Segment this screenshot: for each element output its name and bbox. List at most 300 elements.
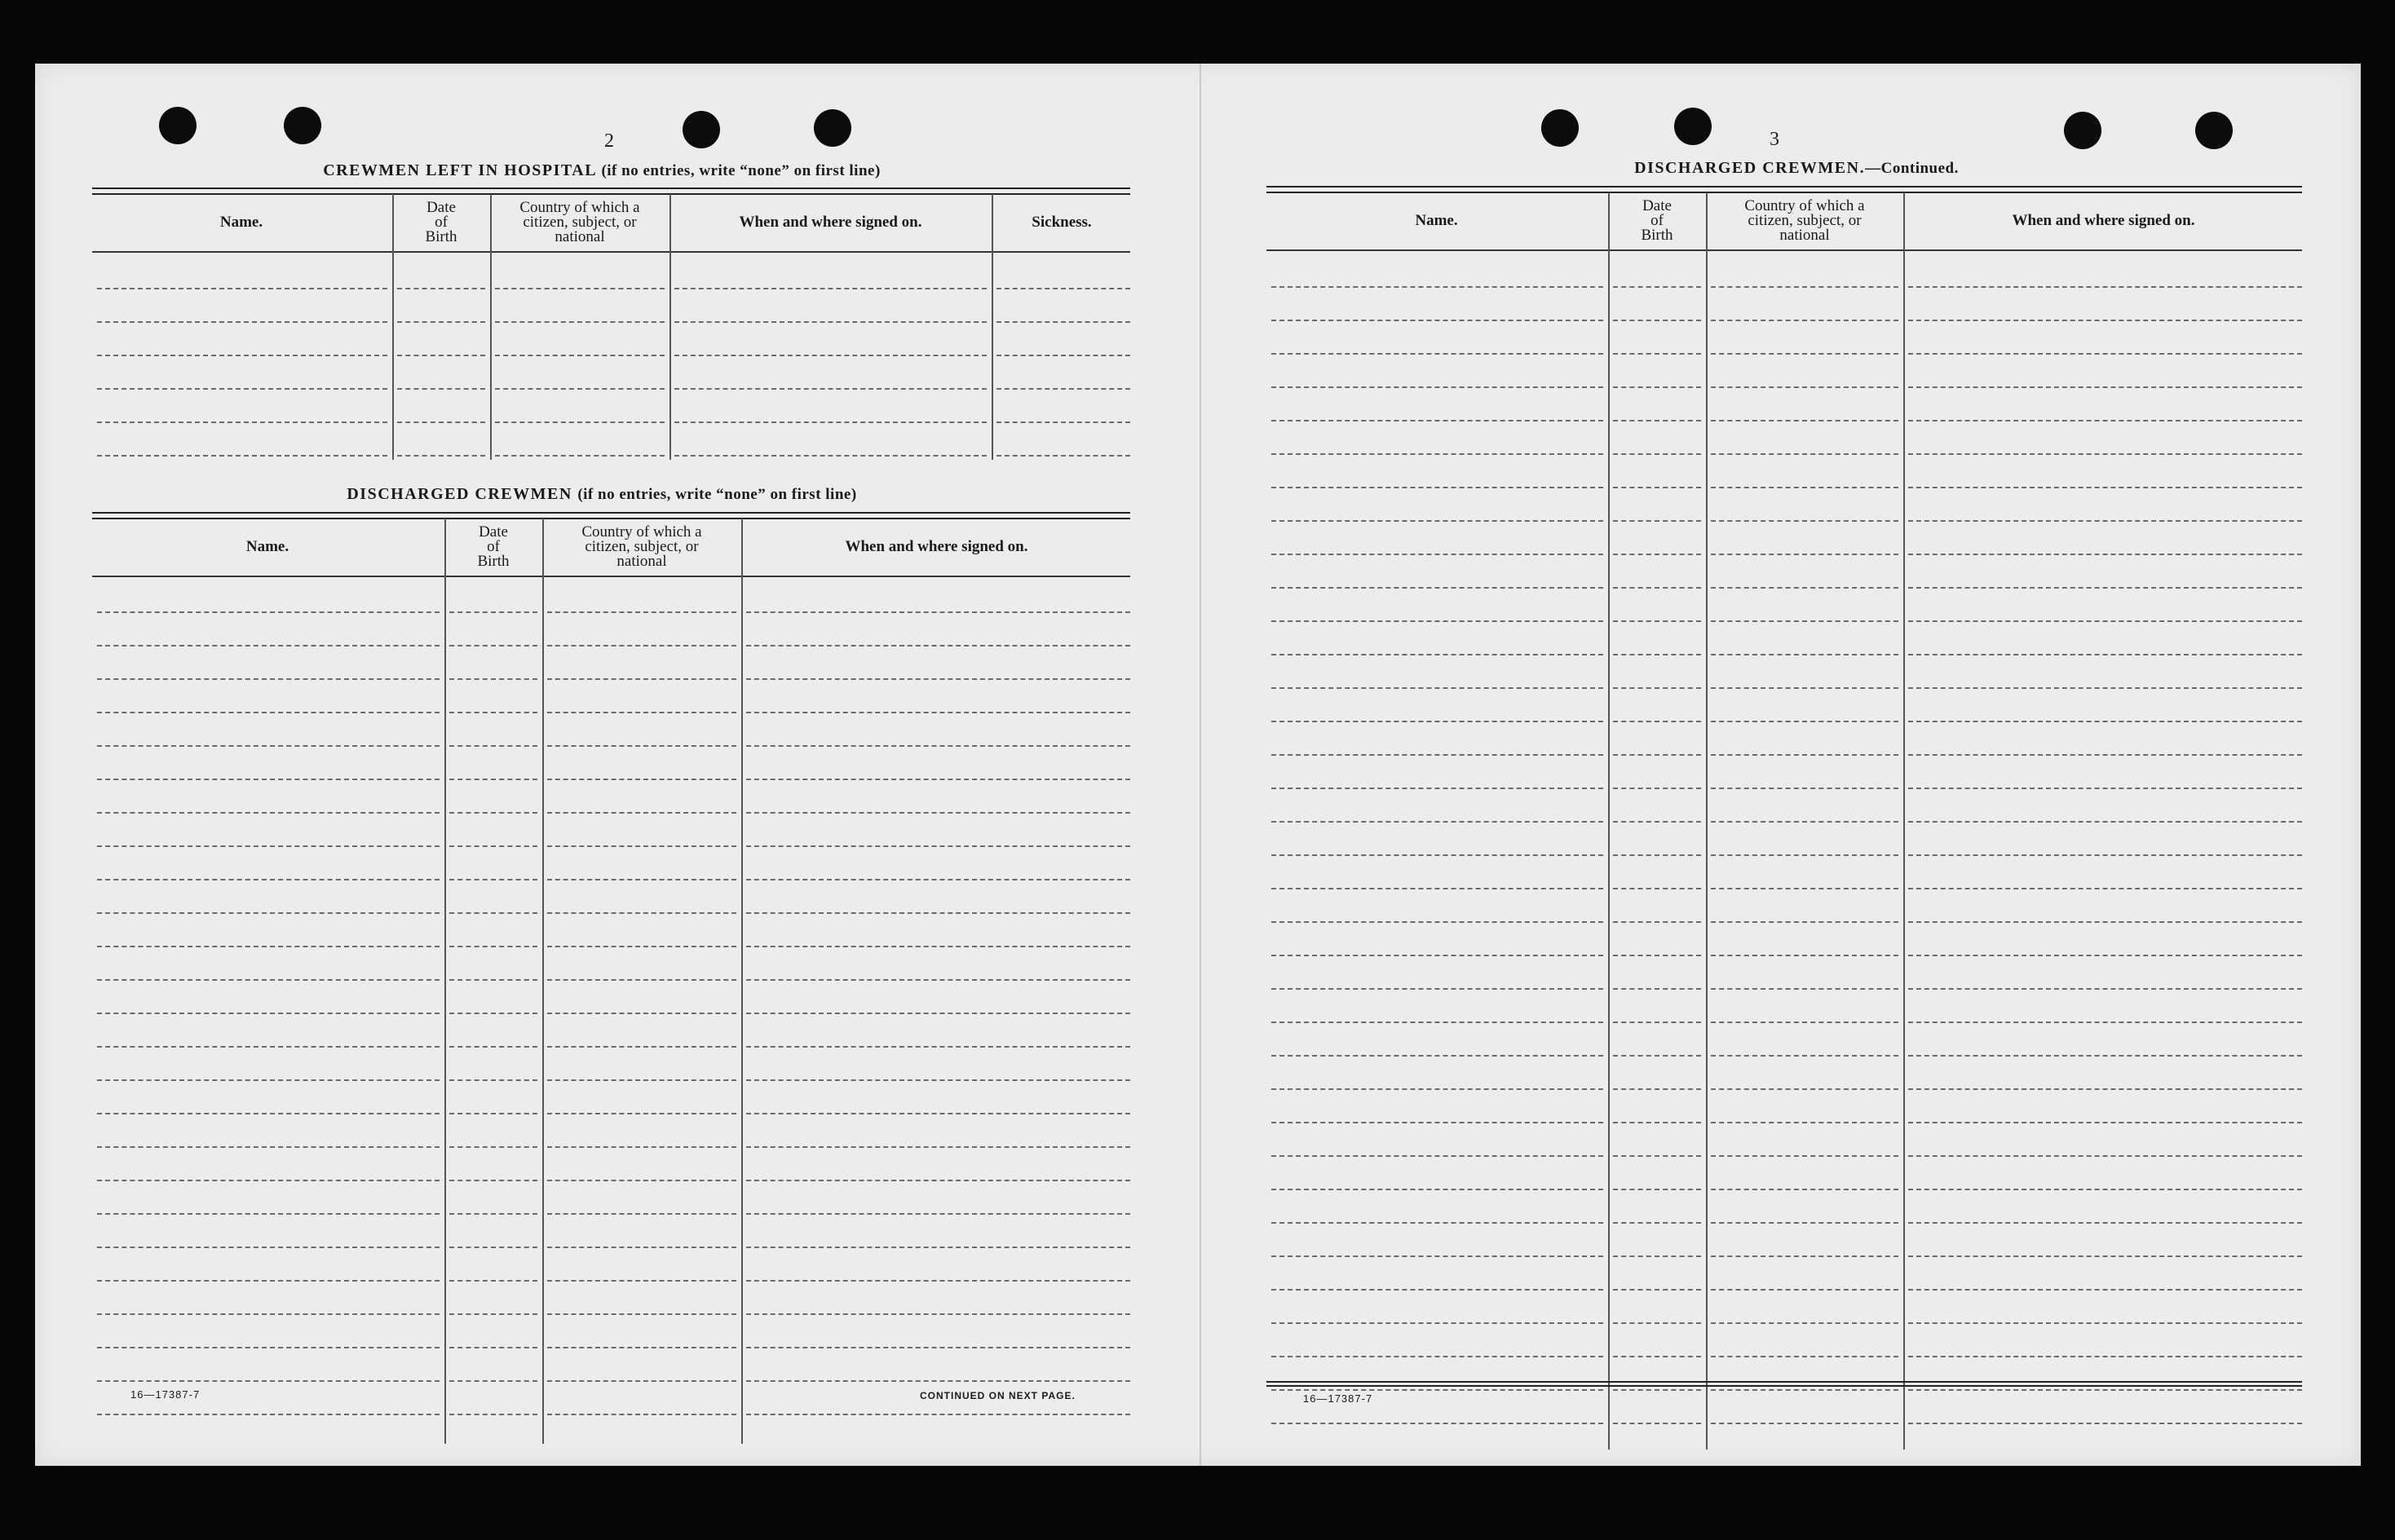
entry-line[interactable] xyxy=(449,912,537,914)
entry-line[interactable] xyxy=(495,355,665,356)
entry-line[interactable] xyxy=(1271,520,1603,522)
entry-line[interactable] xyxy=(97,455,387,457)
entry-line[interactable] xyxy=(674,355,987,356)
entry-line[interactable] xyxy=(547,879,736,880)
entry-line[interactable] xyxy=(1908,754,2302,756)
entry-line[interactable] xyxy=(1908,1222,2302,1224)
entry-line[interactable] xyxy=(97,1180,440,1181)
continued-header-rule xyxy=(1266,249,2302,251)
entry-line[interactable] xyxy=(674,455,987,457)
entry-line[interactable] xyxy=(1711,721,1898,722)
entry-line[interactable] xyxy=(1613,788,1701,789)
entry-line[interactable] xyxy=(449,1013,537,1014)
entry-line[interactable] xyxy=(1613,1122,1701,1123)
entry-line[interactable] xyxy=(1271,1322,1603,1324)
entry-line[interactable] xyxy=(97,912,440,914)
entry-line[interactable] xyxy=(397,421,485,423)
entry-line[interactable] xyxy=(1908,453,2302,455)
entry-line[interactable] xyxy=(1613,1356,1701,1357)
entry-line[interactable] xyxy=(449,779,537,780)
entry-line[interactable] xyxy=(1711,554,1898,555)
entry-line[interactable] xyxy=(1613,286,1701,288)
entry-line[interactable] xyxy=(1711,320,1898,321)
entry-line[interactable] xyxy=(1271,955,1603,956)
entry-line[interactable] xyxy=(1908,1022,2302,1023)
entry-line[interactable] xyxy=(746,1046,1130,1048)
entry-line[interactable] xyxy=(1711,1322,1898,1324)
entry-line[interactable] xyxy=(449,1247,537,1248)
entry-line[interactable] xyxy=(1908,921,2302,923)
entry-line[interactable] xyxy=(1711,1222,1898,1224)
entry-line[interactable] xyxy=(547,1380,736,1382)
entry-line[interactable] xyxy=(1908,1255,2302,1257)
column-header-date-of-birth: Date of Birth xyxy=(477,523,510,570)
entry-line[interactable] xyxy=(1271,1356,1603,1357)
entry-line[interactable] xyxy=(1613,1055,1701,1057)
entry-line[interactable] xyxy=(1908,654,2302,655)
entry-line[interactable] xyxy=(397,455,485,457)
entry-line[interactable] xyxy=(1711,955,1898,956)
entry-line[interactable] xyxy=(97,1280,440,1282)
entry-line[interactable] xyxy=(1613,1222,1701,1224)
entry-line[interactable] xyxy=(996,455,1130,457)
entry-line[interactable] xyxy=(1908,888,2302,889)
entry-line[interactable] xyxy=(1711,1122,1898,1123)
entry-line[interactable] xyxy=(1271,386,1603,388)
entry-line[interactable] xyxy=(1271,1389,1603,1391)
entry-line[interactable] xyxy=(449,1347,537,1348)
entry-line[interactable] xyxy=(1613,754,1701,756)
hospital-header-rule xyxy=(92,251,1130,253)
entry-line[interactable] xyxy=(1908,721,2302,722)
entry-line[interactable] xyxy=(1271,353,1603,355)
entry-line[interactable] xyxy=(547,678,736,680)
entry-line[interactable] xyxy=(1613,654,1701,655)
entry-line[interactable] xyxy=(746,879,1130,880)
entry-line[interactable] xyxy=(547,1247,736,1248)
entry-line[interactable] xyxy=(1271,1423,1603,1424)
entry-line[interactable] xyxy=(547,611,736,613)
column-header-name: Name. xyxy=(245,538,289,555)
entry-line[interactable] xyxy=(97,321,387,323)
entry-line[interactable] xyxy=(1711,821,1898,823)
entry-line[interactable] xyxy=(449,745,537,747)
entry-line[interactable] xyxy=(397,355,485,356)
hospital-title-note: (if no entries, write “none” on first line) xyxy=(601,162,881,179)
entry-line[interactable] xyxy=(97,779,440,780)
entry-line[interactable] xyxy=(449,1113,537,1114)
entry-line[interactable] xyxy=(1908,620,2302,622)
entry-line[interactable] xyxy=(1908,1189,2302,1190)
entry-line[interactable] xyxy=(97,879,440,880)
entry-line[interactable] xyxy=(1271,487,1603,488)
entry-line[interactable] xyxy=(1711,520,1898,522)
entry-line[interactable] xyxy=(97,645,440,646)
entry-line[interactable] xyxy=(1908,1289,2302,1291)
entry-line[interactable] xyxy=(97,1046,440,1048)
entry-line[interactable] xyxy=(547,946,736,947)
entry-line[interactable] xyxy=(1711,1189,1898,1190)
entry-line[interactable] xyxy=(547,712,736,713)
discharged-section-title xyxy=(92,485,1111,504)
entry-line[interactable] xyxy=(97,355,387,356)
entry-line[interactable] xyxy=(1908,386,2302,388)
entry-line[interactable] xyxy=(1271,1155,1603,1157)
entry-line[interactable] xyxy=(495,455,665,457)
entry-line[interactable] xyxy=(1271,821,1603,823)
entry-line[interactable] xyxy=(1711,353,1898,355)
entry-line[interactable] xyxy=(97,946,440,947)
entry-line[interactable] xyxy=(1711,386,1898,388)
entry-line[interactable] xyxy=(1271,687,1603,689)
entry-line[interactable] xyxy=(1613,1189,1701,1190)
entry-line[interactable] xyxy=(1908,353,2302,355)
page-number: 2 xyxy=(604,130,615,152)
entry-line[interactable] xyxy=(1711,286,1898,288)
entry-line[interactable] xyxy=(1711,1289,1898,1291)
entry-line[interactable] xyxy=(1613,1022,1701,1023)
entry-line[interactable] xyxy=(674,388,987,390)
entry-line[interactable] xyxy=(97,678,440,680)
entry-line[interactable] xyxy=(1271,854,1603,856)
entry-line[interactable] xyxy=(397,321,485,323)
entry-line[interactable] xyxy=(1613,687,1701,689)
hospital-title-text: CREWMEN LEFT IN HOSPITAL xyxy=(323,161,596,179)
entry-line[interactable] xyxy=(746,1013,1130,1014)
entry-line[interactable] xyxy=(97,1247,440,1248)
entry-line[interactable] xyxy=(97,1380,440,1382)
entry-line[interactable] xyxy=(746,712,1130,713)
entry-line[interactable] xyxy=(97,1414,440,1415)
entry-line[interactable] xyxy=(996,288,1130,289)
entry-line[interactable] xyxy=(996,421,1130,423)
form-code: 16—17387-7 xyxy=(1303,1392,1373,1405)
entry-line[interactable] xyxy=(1271,721,1603,722)
column-header-name: Name. xyxy=(1415,212,1458,229)
discharged-continued-title-text: DISCHARGED CREWMEN. xyxy=(1634,159,1866,177)
entry-line[interactable] xyxy=(1271,754,1603,756)
entry-line[interactable] xyxy=(547,779,736,780)
entry-line[interactable] xyxy=(449,712,537,713)
entry-line[interactable] xyxy=(1271,620,1603,622)
entry-line[interactable] xyxy=(1271,286,1603,288)
column-divider xyxy=(1903,192,1905,1450)
entry-line[interactable] xyxy=(1711,620,1898,622)
entry-line[interactable] xyxy=(1908,554,2302,555)
form-sheet xyxy=(35,64,2361,1466)
entry-line[interactable] xyxy=(547,845,736,847)
entry-line[interactable] xyxy=(1908,587,2302,589)
entry-line[interactable] xyxy=(495,388,665,390)
entry-line[interactable] xyxy=(1711,1423,1898,1424)
entry-line[interactable] xyxy=(746,912,1130,914)
entry-line[interactable] xyxy=(449,611,537,613)
form-code: 16—17387-7 xyxy=(130,1388,201,1401)
entry-line[interactable] xyxy=(1271,788,1603,789)
hospital-section-title xyxy=(92,161,1111,180)
entry-line[interactable] xyxy=(495,321,665,323)
entry-line[interactable] xyxy=(97,388,387,390)
entry-line[interactable] xyxy=(746,745,1130,747)
entry-line[interactable] xyxy=(1271,654,1603,655)
entry-line[interactable] xyxy=(1908,1423,2302,1424)
entry-line[interactable] xyxy=(1711,988,1898,990)
entry-line[interactable] xyxy=(1613,1088,1701,1090)
entry-line[interactable] xyxy=(1908,1122,2302,1123)
entry-line[interactable] xyxy=(397,288,485,289)
entry-line[interactable] xyxy=(674,321,987,323)
continued-note: CONTINUED ON NEXT PAGE. xyxy=(920,1390,1076,1401)
discharged-continued-note: —Continued. xyxy=(1865,160,1959,177)
entry-line[interactable] xyxy=(449,1280,537,1282)
entry-line[interactable] xyxy=(746,645,1130,646)
entry-line[interactable] xyxy=(449,979,537,981)
page-number: 3 xyxy=(1770,129,1780,150)
entry-line[interactable] xyxy=(746,1313,1130,1315)
entry-line[interactable] xyxy=(1908,1389,2302,1391)
entry-line[interactable] xyxy=(1711,1356,1898,1357)
entry-line[interactable] xyxy=(449,1046,537,1048)
column-divider xyxy=(1608,192,1610,1450)
entry-line[interactable] xyxy=(449,1079,537,1081)
entry-line[interactable] xyxy=(996,388,1130,390)
entry-line[interactable] xyxy=(1271,554,1603,555)
entry-line[interactable] xyxy=(1613,854,1701,856)
entry-line[interactable] xyxy=(1711,854,1898,856)
entry-line[interactable] xyxy=(1908,320,2302,321)
entry-line[interactable] xyxy=(1711,1088,1898,1090)
entry-line[interactable] xyxy=(449,1313,537,1315)
entry-line[interactable] xyxy=(1908,286,2302,288)
entry-line[interactable] xyxy=(1908,520,2302,522)
entry-line[interactable] xyxy=(996,355,1130,356)
entry-line[interactable] xyxy=(449,1146,537,1148)
entry-line[interactable] xyxy=(1613,487,1701,488)
entry-line[interactable] xyxy=(449,812,537,814)
entry-line[interactable] xyxy=(746,1247,1130,1248)
entry-line[interactable] xyxy=(97,812,440,814)
entry-line[interactable] xyxy=(1711,687,1898,689)
entry-line[interactable] xyxy=(746,845,1130,847)
entry-line[interactable] xyxy=(97,745,440,747)
column-header-date-of-birth: Date of Birth xyxy=(1641,197,1673,244)
entry-line[interactable] xyxy=(1613,1389,1701,1391)
entry-line[interactable] xyxy=(449,1213,537,1215)
entry-line[interactable] xyxy=(547,1180,736,1181)
entry-line[interactable] xyxy=(746,946,1130,947)
entry-line[interactable] xyxy=(547,912,736,914)
entry-line[interactable] xyxy=(1711,487,1898,488)
entry-line[interactable] xyxy=(1613,386,1701,388)
entry-line[interactable] xyxy=(1613,320,1701,321)
column-divider xyxy=(741,518,743,1444)
right-page xyxy=(1201,64,2361,1466)
entry-line[interactable] xyxy=(547,1313,736,1315)
entry-line[interactable] xyxy=(1711,921,1898,923)
entry-line[interactable] xyxy=(1271,1189,1603,1190)
entry-line[interactable] xyxy=(397,388,485,390)
entry-line[interactable] xyxy=(1908,988,2302,990)
entry-line[interactable] xyxy=(1613,955,1701,956)
entry-line[interactable] xyxy=(547,979,736,981)
entry-line[interactable] xyxy=(1271,988,1603,990)
entry-line[interactable] xyxy=(1711,1022,1898,1023)
entry-line[interactable] xyxy=(1613,721,1701,722)
entry-line[interactable] xyxy=(547,812,736,814)
entry-line[interactable] xyxy=(97,845,440,847)
entry-line[interactable] xyxy=(1613,420,1701,421)
entry-line[interactable] xyxy=(449,678,537,680)
entry-line[interactable] xyxy=(746,1113,1130,1114)
entry-line[interactable] xyxy=(746,678,1130,680)
entry-line[interactable] xyxy=(1908,854,2302,856)
entry-line[interactable] xyxy=(1271,1289,1603,1291)
entry-line[interactable] xyxy=(1711,420,1898,421)
continued-bottom-rule xyxy=(1266,1381,2302,1387)
entry-line[interactable] xyxy=(1271,1022,1603,1023)
entry-line[interactable] xyxy=(746,1079,1130,1081)
entry-line[interactable] xyxy=(1271,1088,1603,1090)
entry-line[interactable] xyxy=(1271,320,1603,321)
entry-line[interactable] xyxy=(97,288,387,289)
entry-line[interactable] xyxy=(1908,420,2302,421)
entry-line[interactable] xyxy=(1613,821,1701,823)
entry-line[interactable] xyxy=(97,1313,440,1315)
entry-line[interactable] xyxy=(1908,1322,2302,1324)
entry-line[interactable] xyxy=(547,745,736,747)
entry-line[interactable] xyxy=(674,288,987,289)
left-page xyxy=(35,64,1200,1466)
entry-line[interactable] xyxy=(97,1213,440,1215)
entry-line[interactable] xyxy=(97,1079,440,1081)
entry-line[interactable] xyxy=(449,879,537,880)
entry-line[interactable] xyxy=(1613,587,1701,589)
entry-line[interactable] xyxy=(1613,353,1701,355)
entry-line[interactable] xyxy=(1271,1055,1603,1057)
entry-line[interactable] xyxy=(495,421,665,423)
entry-line[interactable] xyxy=(547,1079,736,1081)
entry-line[interactable] xyxy=(1271,453,1603,455)
entry-line[interactable] xyxy=(1613,520,1701,522)
entry-line[interactable] xyxy=(1908,487,2302,488)
discharged-header-rule xyxy=(92,576,1130,577)
entry-line[interactable] xyxy=(746,1180,1130,1181)
entry-line[interactable] xyxy=(547,1013,736,1014)
entry-line[interactable] xyxy=(97,1347,440,1348)
column-divider xyxy=(1706,192,1708,1450)
entry-line[interactable] xyxy=(1271,1122,1603,1123)
entry-line[interactable] xyxy=(746,1414,1130,1415)
entry-line[interactable] xyxy=(1613,1289,1701,1291)
entry-line[interactable] xyxy=(746,1347,1130,1348)
entry-line[interactable] xyxy=(1711,1155,1898,1157)
column-header-sickness: Sickness. xyxy=(1032,214,1092,231)
entry-line[interactable] xyxy=(1908,1155,2302,1157)
entry-line[interactable] xyxy=(97,979,440,981)
entry-line[interactable] xyxy=(547,1280,736,1282)
entry-line[interactable] xyxy=(1908,687,2302,689)
column-divider xyxy=(444,518,446,1444)
entry-line[interactable] xyxy=(547,1213,736,1215)
entry-line[interactable] xyxy=(1908,955,2302,956)
entry-line[interactable] xyxy=(1711,1055,1898,1057)
entry-line[interactable] xyxy=(547,1113,736,1114)
entry-line[interactable] xyxy=(1271,1255,1603,1257)
entry-line[interactable] xyxy=(746,1380,1130,1382)
column-header-name: Name. xyxy=(219,214,263,231)
column-header-date-of-birth: Date of Birth xyxy=(425,199,457,245)
entry-line[interactable] xyxy=(97,1146,440,1148)
entry-line[interactable] xyxy=(1613,1322,1701,1324)
entry-line[interactable] xyxy=(746,1280,1130,1282)
entry-line[interactable] xyxy=(1711,654,1898,655)
entry-line[interactable] xyxy=(1711,1255,1898,1257)
entry-line[interactable] xyxy=(1908,1055,2302,1057)
entry-line[interactable] xyxy=(1711,587,1898,589)
entry-line[interactable] xyxy=(1613,620,1701,622)
entry-line[interactable] xyxy=(1711,754,1898,756)
entry-line[interactable] xyxy=(495,288,665,289)
entry-line[interactable] xyxy=(746,1146,1130,1148)
entry-line[interactable] xyxy=(746,979,1130,981)
entry-line[interactable] xyxy=(1613,921,1701,923)
entry-line[interactable] xyxy=(97,421,387,423)
entry-line[interactable] xyxy=(1711,788,1898,789)
entry-line[interactable] xyxy=(746,1213,1130,1215)
entry-line[interactable] xyxy=(1613,1155,1701,1157)
entry-line[interactable] xyxy=(1711,1389,1898,1391)
entry-line[interactable] xyxy=(1908,1088,2302,1090)
entry-line[interactable] xyxy=(1271,420,1603,421)
entry-line[interactable] xyxy=(746,812,1130,814)
entry-line[interactable] xyxy=(1613,1255,1701,1257)
entry-line[interactable] xyxy=(1711,453,1898,455)
entry-line[interactable] xyxy=(1613,554,1701,555)
entry-line[interactable] xyxy=(996,321,1130,323)
entry-line[interactable] xyxy=(449,1180,537,1181)
entry-line[interactable] xyxy=(1613,988,1701,990)
entry-line[interactable] xyxy=(449,1380,537,1382)
entry-line[interactable] xyxy=(547,1046,736,1048)
entry-line[interactable] xyxy=(97,1113,440,1114)
entry-line[interactable] xyxy=(97,712,440,713)
entry-line[interactable] xyxy=(1271,1222,1603,1224)
entry-line[interactable] xyxy=(1271,921,1603,923)
entry-line[interactable] xyxy=(1908,821,2302,823)
entry-line[interactable] xyxy=(674,421,987,423)
entry-line[interactable] xyxy=(97,1013,440,1014)
entry-line[interactable] xyxy=(547,1414,736,1415)
entry-line[interactable] xyxy=(449,645,537,646)
entry-line[interactable] xyxy=(449,1414,537,1415)
entry-line[interactable] xyxy=(1711,888,1898,889)
entry-line[interactable] xyxy=(547,1146,736,1148)
entry-line[interactable] xyxy=(1908,788,2302,789)
entry-line[interactable] xyxy=(97,611,440,613)
entry-line[interactable] xyxy=(1613,453,1701,455)
entry-line[interactable] xyxy=(449,845,537,847)
entry-line[interactable] xyxy=(1613,888,1701,889)
entry-line[interactable] xyxy=(1908,1356,2302,1357)
entry-line[interactable] xyxy=(1613,1423,1701,1424)
entry-line[interactable] xyxy=(449,946,537,947)
entry-line[interactable] xyxy=(746,779,1130,780)
entry-line[interactable] xyxy=(746,611,1130,613)
entry-line[interactable] xyxy=(1271,888,1603,889)
entry-line[interactable] xyxy=(547,1347,736,1348)
entry-line[interactable] xyxy=(547,645,736,646)
entry-line[interactable] xyxy=(1271,587,1603,589)
